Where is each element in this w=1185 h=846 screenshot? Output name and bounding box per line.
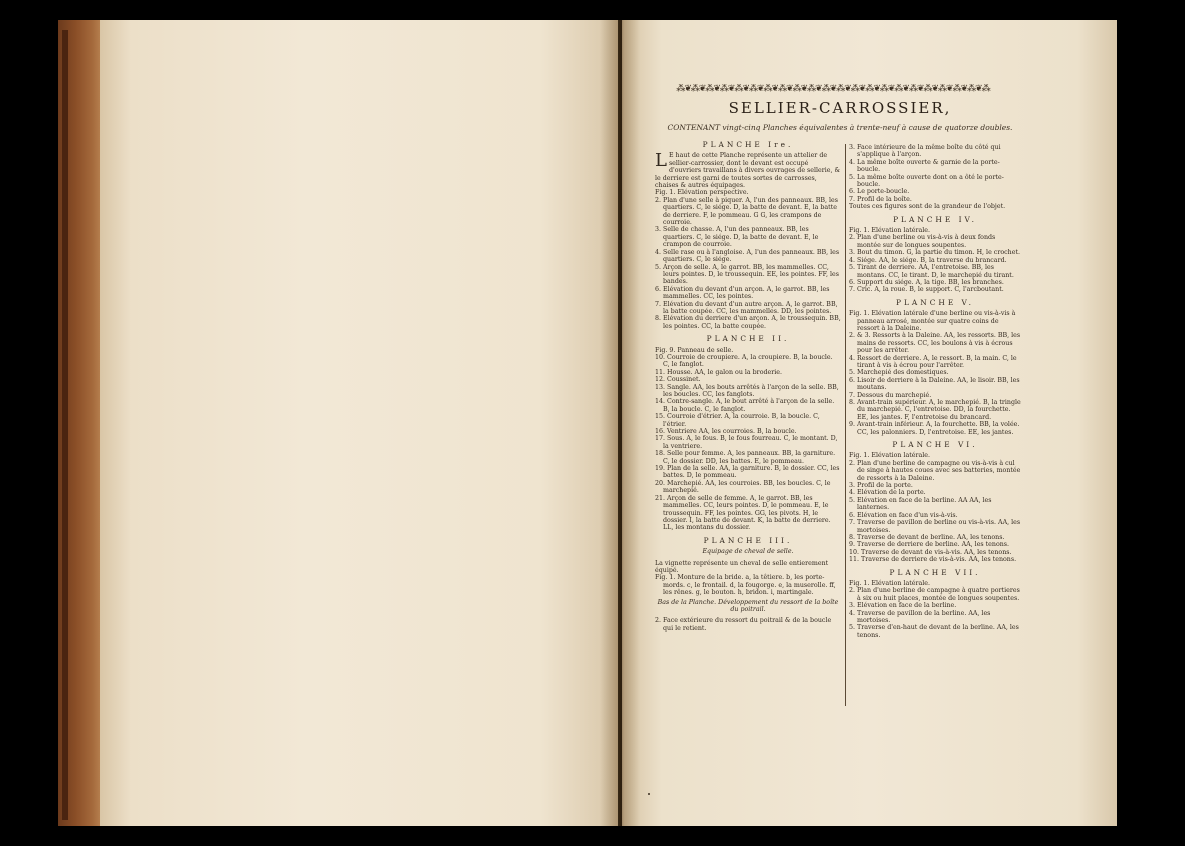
entry: 19. Plan de la selle. AA, la garniture. B, le dossier. CC, les battes. D, le pommeau. [655, 465, 840, 480]
entry: 2. Plan d'une berline de campagne à quatre portieres à six ou huit places, montée de longues soupentes. [849, 587, 1020, 602]
entry: 8. Elévation du derriere d'un arçon. A, le troussequin. BB, les pointes. CC, la batte coupée. [655, 315, 841, 330]
entry: 6. Lisoir de derriere à la Daleine. AA, le lisoir. BB, les moutans. [849, 376, 1020, 392]
page-subtitle: CONTENANT vingt-cinq Planches équivalentes à trente-neuf à cause de quatorze doubles. [667, 123, 1013, 132]
planche-6-entries [849, 452, 1021, 563]
entry: 3. Elévation en face de la berline. [849, 602, 957, 610]
entry: 4. Ressort de derriere. A, le ressort. B, la main. C, le tirant à vis à écrou pour l'arrêter. [849, 354, 1017, 369]
entry: 8. Traverse de devant de berline. AA, les tenons. [849, 533, 1005, 541]
entry: 5. Traverse d'en-haut de devant de la berline. AA, les tenons. [849, 624, 1019, 639]
entry: 2. Plan d'une selle à piquer. A, l'un des panneaux. BB, les quartiers. C, le siége. D, la batte de devant. E, la batte de derriere. F, le pommeau. G G, les crampons de courroie. [655, 196, 838, 227]
entry: 7. Elévation du devant d'un autre arçon. A, le garrot. BB, la batte coupée. CC, les mammelles. DD, les pointes. [655, 300, 838, 315]
planche-1-heading: PLANCHE Ire. [702, 140, 794, 149]
planche-7-heading: PLANCHE VII. [889, 567, 981, 577]
entry: 4. Selle rase ou à l'angloise. A, l'un des panneaux. BB, les quartiers. C, le siége. [655, 248, 840, 264]
entry: Fig. 1. Elévation latérale. [849, 579, 930, 587]
entry: Fig. 9. Panneau de selle. [655, 346, 734, 354]
entry: 3. Selle de chasse. A, l'un des panneaux. BB, les quartiers. C, le siége. D, la batte de devant. E, le crampon de courroie. [655, 226, 819, 249]
planche-1-entries [655, 189, 841, 330]
entry: 4. La même boîte ouverte & garnie de la porte-boucle. [849, 158, 1000, 174]
entry: 5. Elévation en face de la berline. AA AA, les lanternes. [849, 496, 992, 512]
entry: 3. Profil de la porte. [849, 482, 913, 490]
entry: Fig. 1. Elévation latérale. [849, 227, 930, 235]
planche-2-entries [655, 347, 841, 532]
planche-3-entries [655, 574, 841, 596]
planche-4-entries [849, 227, 1021, 294]
ink-speck [648, 793, 650, 795]
entry: 3. Bout du timon. G, la partie du timon. H, le crochet. [849, 249, 1020, 257]
entry: 10. Courroie de croupiere. A, la croupiere. B, la boucle. C, le fanglot. [655, 353, 833, 369]
entry: Fig. 1. Monture de la bride. a, la têtiere. b, les porte-mords. c, le frontail. d, la fougorge. e, la muserolle. ff, les rênes. g, le bouton. h, bridon. i, martingale. [655, 574, 836, 597]
entry: 16. Ventriere AA, les courroies. B, la boucle. [655, 428, 797, 436]
entry: 7. Dessous du marchepié. [849, 391, 932, 399]
planche-6-heading: PLANCHE VI. [892, 440, 978, 450]
entry: 11. Housse. AA, le galon ou la broderie. [655, 368, 782, 376]
page-title: SELLIER-CARROSSIER, [728, 99, 952, 117]
entry: 13. Sangle. AA, les bouts arrêtés à l'arçon de la selle. BB, les boucles. CC, les fanglots. [655, 383, 839, 398]
entry: 4. Elévation de la porte. [849, 489, 926, 497]
right-column [849, 144, 1021, 639]
planche-3-continued-entries [849, 144, 1021, 211]
left-column [655, 136, 841, 632]
entry: 5. Arçon de selle. A, le garrot. BB, les mammelles. CC, leurs pointes. D, le troussequin. EE, les pointes. FF, les bandes. [655, 263, 840, 286]
entry: 2. & 3. Ressorts à la Daleine. AA, les ressorts. BB, les mains de ressorts. CC, les boulons à vis à écrous pour les arrêter. [849, 332, 1021, 355]
drop-cap: L [655, 150, 667, 172]
planche-1-intro-text: E haut de cette Planche représente un attelier de sellier-carrossier, dont le devant est occupé d'ouvriers travaillans à divers ouvrages de sellerie, & le derriere est garni de toutes sortes de carrosses, chaises & autres équipages. [655, 152, 841, 190]
planche-2-heading: PLANCHE II. [706, 334, 790, 344]
entry: Fig. 1. Elévation latérale. [849, 452, 930, 460]
cover-edge [62, 30, 68, 820]
column-rule [845, 144, 846, 706]
entry: 17. Sous. A, le fous. B, le fous fourreau. C, le montant. D, la ventriere. [655, 435, 838, 450]
entry: 6. Support du siége. A, la tige. BB, les branches. [849, 278, 1004, 286]
entry: 2. Plan d'une berline ou vis-à-vis à deux fonds montée sur de longues soupentes. [849, 234, 996, 249]
planche-3-subheading: Equipage de cheval de selle. [702, 548, 794, 556]
entry: 18. Selle pour femme. A, les panneaux. BB, la garniture. C, le dossier. DD, les battes. E, le pommeau. [655, 450, 836, 465]
entry: 6. Elévation du devant d'un arçon. A, le garrot. BB, les mammelles. CC, les pointes. [655, 285, 830, 301]
entry: 7. Profil de la boîte. [849, 195, 912, 203]
planche-1-intro [655, 152, 841, 189]
entry: 21. Arçon de selle de femme. A, le garrot. BB, les mammelles. CC, leurs pointes. D, le pommeau. E, le troussequin. FF, les pointes. GG, les pivots. H, le dossier. I, la batte de devant. K, la batte de derriere. LL, les montans du dossier. [655, 494, 831, 532]
entry: 11. Traverse de derriere de vis-à-vis. AA, les tenons. [849, 556, 1017, 564]
planche-3-intro: La vignette représente un cheval de selle entierement équipé. [655, 559, 829, 574]
entry: 5. La même boîte ouverte dont on a ôté le porte-boucle. [849, 173, 1004, 189]
entry: 6. Elévation en face d'un vis-à-vis. [849, 511, 958, 519]
entry: 6. Le porte-boucle. [849, 188, 910, 196]
planche-4-heading: PLANCHE IV. [893, 214, 977, 224]
entry: 14. Contre-sangle. A, le bout arrêté à l'arçon de la selle. B, la boucle. C, le fanglot. [655, 398, 835, 413]
entry: 7. Traverse de pavillon de berline ou vis-à-vis. AA, les mortoises. [849, 519, 1021, 534]
entry: 12. Coussinet. [655, 376, 701, 384]
blank-left-page [100, 20, 618, 826]
entry: 7. Cric. A, la roue. B, le support. C, l'arcboutant. [849, 286, 1004, 294]
entry: 10. Traverse de devant de vis-à-vis. AA, les tenons. [849, 548, 1012, 556]
entry: 20. Marchepié. AA, les courroies. BB, les boucles. C, le marchepié. [655, 479, 831, 495]
entry: 9. Traverse de derriere de berline. AA, les tenons. [849, 541, 1010, 549]
planche-7-entries [849, 580, 1021, 639]
entry: Fig. 1. Elévation perspective. [655, 189, 749, 197]
entry: 4. Siége. AA, le siége. B, la traverse du brancard. [849, 256, 1007, 264]
entry: 15. Courroie d'étrier. A, la courroie. B, la boucle. C, l'étrier. [655, 413, 820, 428]
entry: Toutes ces figures sont de la grandeur de l'objet. [849, 203, 1006, 211]
planche-3-bas-entries [655, 617, 841, 632]
planche-5-heading: PLANCHE V. [896, 297, 974, 307]
planche-3-heading: PLANCHE III. [703, 535, 793, 545]
entry: 2. Plan d'une berline de campagne ou vis-à-vis à cul de singe à hautes coues avec ses batteries, montée de ressorts à la Daleine. [849, 459, 1021, 482]
header-ornament: ⁂❦⁂❦⁂❦⁂❦⁂❦⁂❦⁂❦⁂❦⁂❦⁂❦⁂❦⁂❦⁂❦⁂❦⁂❦⁂❦⁂❦⁂❦⁂❦⁂❦⁂❦⁂ [676, 84, 990, 94]
planche-3-bas-title: Bas de la Planche. Développement du ressort de la boîte du poitrail. [657, 598, 839, 613]
entry: 3. Face intérieure de la même boîte du côté qui s'applique à l'arçon. [849, 144, 1001, 159]
entry: Fig. 1. Elévation latérale d'une berline ou vis-à-vis à panneau arrosé, montée sur quatre coins de ressort à la Daleine. [849, 310, 1016, 332]
entry: 8. Avant-train supérieur. A, le marchepié. B, la tringle du marchepié. C, l'entretoise. DD, la fourchette. EE, les jantes. F, l'entretoise du brancard. [849, 399, 1021, 421]
entry: 5. Tirant de derriere. AA, l'entretoise. BB, les montans. CC, le tirant. D, le marchepié du tirant. [849, 264, 1014, 279]
entry: 2. Face extérieure du ressort du poitrail & de la boucle qui le retient. [655, 617, 832, 632]
planche-5-entries [849, 310, 1021, 436]
entry: 5. Marchepié des domestiques. [849, 369, 949, 377]
entry: 9. Avant-train inférieur. A, la fourchette. BB, la volée. CC, les palonniers. D, l'entretoise. EE, les jantes. [849, 421, 1020, 436]
entry: 4. Traverse de pavillon de la berline. AA, les mortoises. [849, 609, 991, 624]
book-gutter [600, 20, 640, 826]
